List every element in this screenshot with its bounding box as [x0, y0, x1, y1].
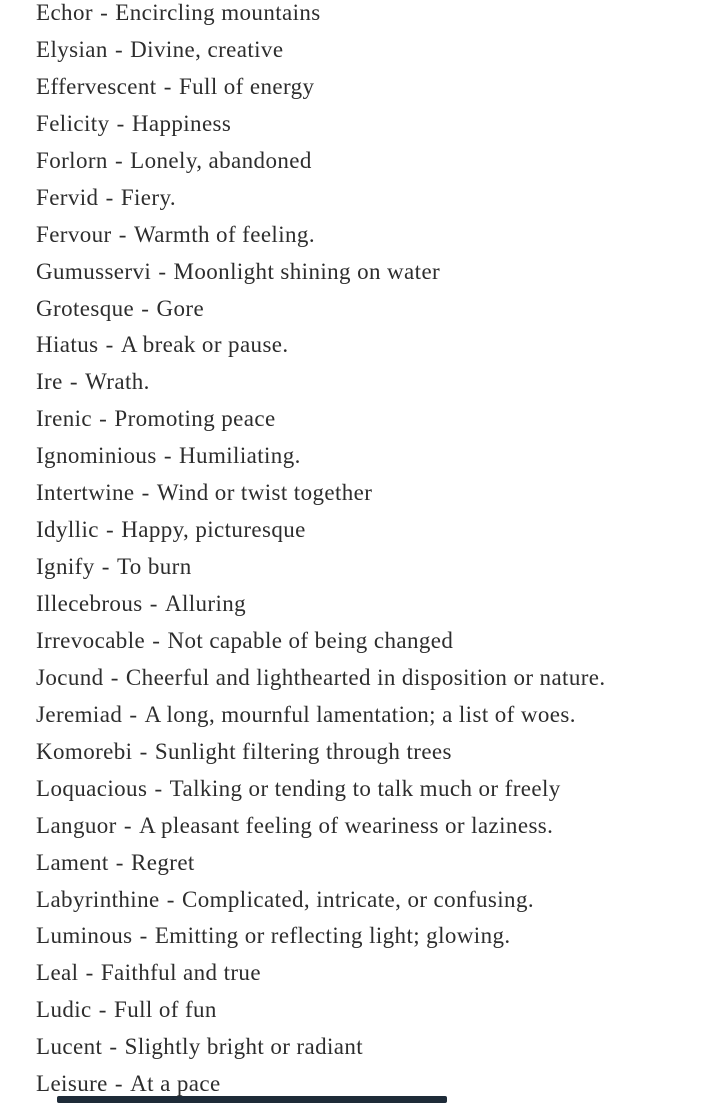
- word-definition: Happiness: [131, 110, 232, 136]
- word-list-item: [36, 955, 710, 992]
- word-definition: Wind or twist together: [156, 480, 373, 506]
- word-list-item: [36, 364, 710, 401]
- word-separator: -: [133, 923, 154, 949]
- word-definition: Lonely, abandoned: [130, 147, 312, 173]
- word-list-item: [36, 291, 710, 328]
- word-separator: -: [95, 554, 116, 580]
- word-separator: -: [93, 0, 115, 25]
- word-term: Irenic: [36, 406, 93, 432]
- word-separator: -: [157, 443, 179, 469]
- word-definition: Complicated, intricate, or confusing.: [181, 886, 535, 912]
- word-term: Jeremiad: [36, 701, 123, 727]
- word-list-item: [36, 254, 710, 291]
- word-separator: -: [109, 849, 131, 875]
- word-list-item: [36, 660, 710, 697]
- word-list-item: [36, 992, 710, 1029]
- word-definition: Cheerful and lighthearted in disposition or nature.: [125, 664, 606, 690]
- word-separator: -: [99, 332, 120, 358]
- word-term: Leal: [36, 960, 79, 986]
- word-list-item: [36, 32, 710, 69]
- word-separator: -: [146, 627, 167, 653]
- word-list-item: [36, 623, 710, 660]
- word-list-item: [36, 697, 710, 734]
- word-term: Languor: [36, 812, 117, 838]
- word-definition: Full of energy: [178, 73, 315, 99]
- word-term: Loquacious: [36, 775, 148, 801]
- word-separator: -: [108, 147, 130, 173]
- word-separator: -: [108, 1071, 130, 1097]
- word-definition: At a pace: [130, 1071, 221, 1097]
- word-separator: -: [103, 1034, 124, 1060]
- word-separator: -: [92, 997, 114, 1023]
- word-separator: -: [108, 36, 130, 62]
- word-list-item: [36, 143, 710, 180]
- word-separator: -: [104, 664, 125, 690]
- word-definition: Faithful and true: [100, 960, 261, 986]
- word-term: Labyrinthine: [36, 886, 160, 912]
- word-definition: To burn: [116, 554, 192, 580]
- word-term: Fervour: [36, 221, 112, 247]
- word-definition: Humiliating.: [179, 443, 301, 469]
- word-definition: Moonlight shining on water: [173, 258, 441, 284]
- word-separator: -: [160, 886, 181, 912]
- word-term: Echor: [36, 0, 93, 25]
- word-list-item: [36, 549, 710, 586]
- word-list-item: [36, 734, 710, 771]
- word-separator: -: [123, 701, 144, 727]
- word-term: Intertwine: [36, 480, 135, 506]
- word-definition: Encircling mountains: [115, 0, 321, 25]
- word-definition: A break or pause.: [120, 332, 289, 358]
- word-list-item: [36, 180, 710, 217]
- word-list-item: [36, 845, 710, 882]
- word-definition: Fiery.: [120, 184, 177, 210]
- word-separator: -: [110, 110, 131, 136]
- word-term: Effervescent: [36, 73, 157, 99]
- word-list-item: [36, 512, 710, 549]
- word-list-item: [36, 475, 710, 512]
- word-term: Leisure: [36, 1071, 108, 1097]
- word-term: Hiatus: [36, 332, 99, 358]
- word-list-item: [36, 217, 710, 254]
- word-definition: A long, mournful lamentation; a list of woes.: [144, 701, 576, 727]
- word-list-item: [36, 401, 710, 438]
- word-list-item: [36, 771, 710, 808]
- word-definition: Promoting peace: [114, 406, 276, 432]
- word-definition: Gore: [156, 295, 205, 321]
- word-separator: -: [63, 369, 85, 395]
- word-separator: -: [117, 812, 139, 838]
- word-list-item: [36, 1029, 710, 1066]
- word-list-item: [36, 69, 710, 106]
- word-definition: Happy, picturesque: [121, 517, 306, 543]
- word-definition: Sunlight filtering through trees: [154, 738, 452, 764]
- word-term: Elysian: [36, 36, 108, 62]
- word-definition: A pleasant feeling of weariness or laziness.: [139, 812, 554, 838]
- word-term: Lucent: [36, 1034, 103, 1060]
- word-separator: -: [93, 406, 114, 432]
- word-definition: Slightly bright or radiant: [124, 1034, 364, 1060]
- word-separator: -: [143, 591, 164, 616]
- word-separator: -: [99, 517, 121, 543]
- word-list-item: [36, 0, 710, 32]
- word-term: Ire: [36, 369, 63, 395]
- clipped-next-line-bar: [57, 1096, 447, 1103]
- word-definition: Divine, creative: [130, 36, 284, 62]
- word-definition: Regret: [131, 849, 195, 875]
- word-term: Idyllic: [36, 517, 99, 543]
- word-term: Ignify: [36, 554, 95, 580]
- word-definition: Not capable of being changed: [167, 627, 454, 653]
- word-list-item: [36, 327, 710, 364]
- word-term: Ludic: [36, 997, 92, 1023]
- word-separator: -: [133, 738, 154, 764]
- word-term: Fervid: [36, 184, 99, 210]
- word-definition: Wrath.: [85, 369, 150, 395]
- word-list-item: [36, 438, 710, 475]
- word-separator: -: [152, 258, 173, 284]
- word-separator: -: [112, 221, 133, 247]
- word-definition: Alluring: [164, 591, 247, 616]
- word-separator: -: [148, 775, 169, 801]
- word-separator: -: [79, 960, 100, 986]
- word-separator: -: [157, 73, 178, 99]
- word-separator: -: [135, 480, 156, 506]
- word-term: Luminous: [36, 923, 133, 949]
- word-term: Irrevocable: [36, 627, 146, 653]
- word-list-item: [36, 586, 710, 623]
- word-definition: Full of fun: [114, 997, 217, 1023]
- word-term: Illecebrous: [36, 591, 143, 616]
- word-list-item: [36, 106, 710, 143]
- word-term: Felicity: [36, 110, 110, 136]
- word-term: Forlorn: [36, 147, 108, 173]
- word-term: Komorebi: [36, 738, 133, 764]
- word-separator: -: [99, 184, 120, 210]
- word-term: Grotesque: [36, 295, 135, 321]
- word-list-item: [36, 808, 710, 845]
- word-definition: Warmth of feeling.: [133, 221, 315, 247]
- word-list-item: [36, 882, 710, 919]
- word-definition: Emitting or reflecting light; glowing.: [154, 923, 511, 949]
- word-definition: Talking or tending to talk much or freely: [169, 775, 561, 801]
- word-term: Gumusservi: [36, 258, 152, 284]
- word-separator: -: [135, 295, 156, 321]
- word-term: Jocund: [36, 664, 104, 690]
- word-term: Ignominious: [36, 443, 157, 469]
- word-list-item: [36, 918, 710, 955]
- word-term: Lament: [36, 849, 109, 875]
